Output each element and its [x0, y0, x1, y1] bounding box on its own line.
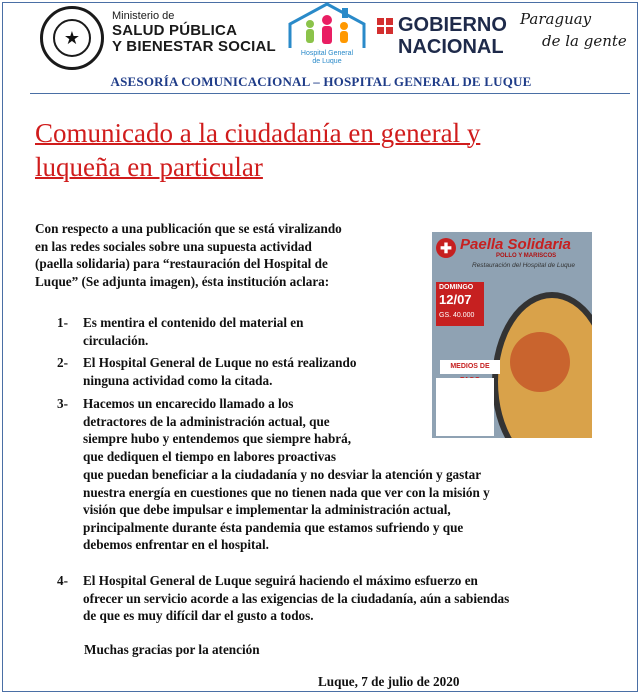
- intro-line: Luque” (Se adjunta imagen), ésta institución aclara:: [35, 273, 330, 289]
- ministry-line-1: SALUD PÚBLICA: [112, 22, 238, 39]
- list-line: nuestra energía en cuestiones que no tienen nada que ver con la misión y: [83, 484, 490, 500]
- seal-inner-ring: [53, 19, 91, 57]
- national-seal-logo: [40, 6, 104, 70]
- poster-date: 12/07: [439, 292, 472, 307]
- title-line-2: luqueña en particular: [35, 152, 263, 182]
- slogan-line-1: Paraguay: [520, 10, 592, 28]
- title-line-1: Comunicado a la ciudadanía en general y: [35, 118, 481, 148]
- paella-center: [510, 332, 570, 392]
- hospital-logo-caption: Hospital General de Luque: [300, 50, 354, 65]
- list-number: 3-: [57, 396, 68, 411]
- poster-subtitle: POLLO Y MARISCOS: [496, 253, 557, 259]
- paella-poster-image: [432, 232, 592, 459]
- list-line: visión que debe impulsar e implementar la administración actual,: [83, 502, 451, 518]
- list-line: que dediquen el tiempo en labores proactivas: [83, 448, 337, 464]
- paraguay-slogan: [520, 8, 627, 52]
- poster-day: DOMINGO: [439, 284, 474, 291]
- slogan-line-2: de la gente: [542, 32, 627, 50]
- poster-date-box: [436, 282, 484, 326]
- list-number: 2-: [57, 355, 68, 370]
- list-line: siempre hubo y entendemos que siempre habrá,: [83, 431, 352, 447]
- list-line: ninguna actividad como la citada.: [83, 372, 273, 388]
- list-line: principalmente durante ésta pandemia que estamos sufriendo y que: [83, 519, 464, 535]
- department-heading: ASESORÍA COMUNICACIONAL – HOSPITAL GENERAL DE LUQUE: [110, 74, 532, 89]
- gobierno-line-2: NACIONAL: [398, 36, 504, 58]
- place-and-date: Luque, 7 de julio de 2020: [318, 674, 460, 689]
- intro-line: (paella solidaria) para “restauración del Hospital de: [35, 256, 328, 272]
- family-house-icon: [282, 2, 372, 50]
- list-line: de que es muy difícil dar el gusto a todos.: [83, 608, 314, 624]
- poster-footer-panel: [432, 438, 592, 459]
- poster-payment-label: MEDIOS DE: [440, 360, 500, 374]
- list-line: Es mentira el contenido del material en: [83, 315, 304, 330]
- closing-thanks: Muchas gracias por la atención: [84, 642, 260, 657]
- star-icon: ★: [63, 28, 81, 49]
- intro-line: Con respecto a una publicación que se está viralizando: [35, 221, 342, 236]
- poster-price: GS. 40.000: [439, 312, 475, 319]
- list-line: El Hospital General de Luque no está realizando: [83, 355, 357, 370]
- hospital-logo: [282, 2, 372, 66]
- ministry-line-2: Y BIENESTAR SOCIAL: [112, 38, 276, 55]
- list-line: debemos enfrentar en el hospital.: [83, 537, 269, 553]
- list-line: circulación.: [83, 332, 149, 348]
- gobierno-nacional-logo: [398, 14, 507, 58]
- poster-restoration: Restauración del Hospital de Luque: [472, 262, 575, 269]
- header-divider: [30, 93, 630, 94]
- poster-info-panel: [436, 378, 494, 436]
- list-number: 4-: [57, 573, 68, 588]
- poster-title: Paella Solidaria: [460, 236, 571, 253]
- list-line: ofrecer un servicio acorde a las exigencias de la ciudadanía, aún a sabiendas: [83, 590, 510, 606]
- ministry-name: [112, 10, 276, 55]
- document-title: [35, 116, 615, 184]
- letterhead: [0, 0, 642, 72]
- list-line: detractores de la administración actual, que: [83, 413, 330, 429]
- list-line: que puedan beneficiar a la ciudadanía y no desviar la atención y gastar: [83, 467, 482, 482]
- list-line: Hacemos un encarecido llamado a los: [83, 396, 294, 411]
- medical-cross-icon: ✚: [436, 238, 456, 258]
- gobierno-line-1: GOBIERNO: [398, 14, 507, 36]
- intro-line: en las redes sociales sobre una supuesta actividad: [35, 238, 312, 254]
- list-number: 1-: [57, 315, 68, 330]
- intro-paragraph: [35, 220, 418, 290]
- list-line: El Hospital General de Luque seguirá haciendo el máximo esfuerzo en: [83, 573, 478, 588]
- ministry-small-label: Ministerio de: [112, 10, 175, 22]
- government-mark-icon: [377, 18, 393, 34]
